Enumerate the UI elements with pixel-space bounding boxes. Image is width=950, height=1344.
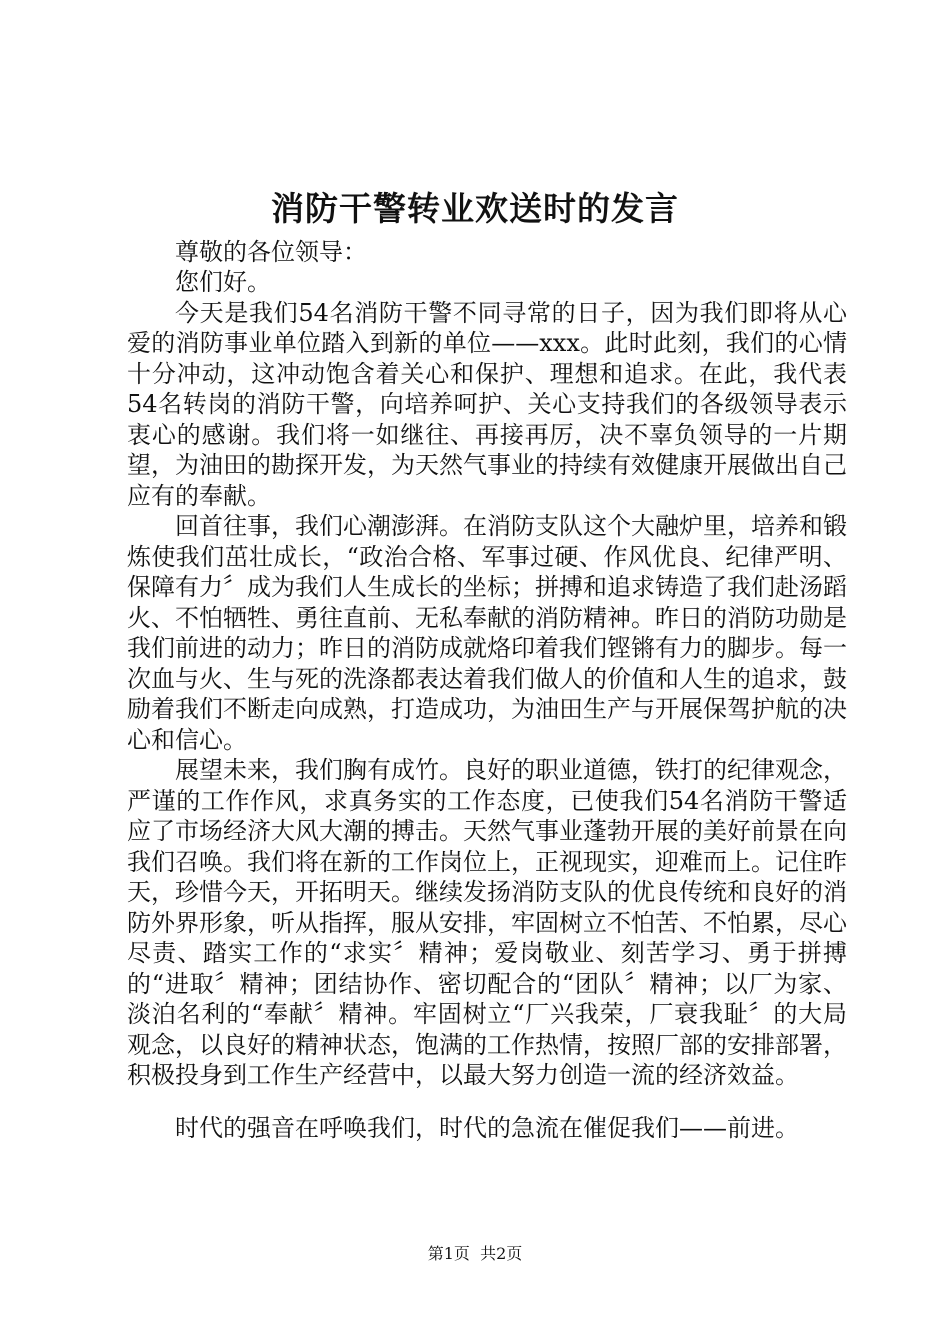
closing-line: 时代的强音在呼唤我们，时代的急流在催促我们——前进。	[175, 1113, 799, 1142]
page-footer	[0, 1244, 950, 1264]
document-title: 消防干警转业欢送时的发言	[271, 189, 679, 228]
page-indicator: 第1页 共2页	[427, 1244, 523, 1263]
greeting: 您们好。	[175, 268, 271, 296]
paragraph-3: 展望未来，我们胸有成竹。良好的职业道德，铁打的纪律观念，严谨的工作作风，求真务实的工作态度，已使我们54名消防干警适应了市场经济大风大潮的搏击。天然气事业蓬勃开展的美好前景在向我们召唤。我们将在新的工作岗位上，正视现实，迎难而上。记住昨天，珍惜今天，开拓明天。继续发扬消防支队的优良传统和良好的消防外界形象，听从指挥，服从安排，牢固树立不怕苦、不怕累，尽心尽责、踏实工作的“求实〞精神；爱岗敬业、刻苦学习、勇于拼搏的“进取〞精神；团结协作、密切配合的“团队〞精神；以厂为家、淡泊名利的“奉献〞精神。牢固树立“厂兴我荣，厂衰我耻〞的大局观念，以良好的精神状态，饱满的工作热情，按照厂部的安排部署，积极投身到工作生产经营中，以最大努力创造一流的经济效益。	[127, 756, 847, 1089]
salutation: 尊敬的各位领导：	[175, 237, 367, 266]
paragraph-2: 回首往事，我们心潮澎湃。在消防支队这个大融炉里，培养和锻炼使我们茁壮成长，“政治合格、军事过硬、作风优良、纪律严明、保障有力〞成为我们人生成长的坐标；拼搏和追求铸造了我们赴汤蹈火、不怕牺牲、勇往直前、无私奉献的消防精神。昨日的消防功勋是我们前进的动力；昨日的消防成就烙印着我们铿锵有力的脚步。每一次血与火、生与死的洗涤都表达着我们做人的价值和人生的追求，鼓励着我们不断走向成熟，打造成功，为油田生产与开展保驾护航的决心和信心。	[127, 512, 847, 754]
paragraph-1: 今天是我们54名消防干警不同寻常的日子，因为我们即将从心爱的消防事业单位踏入到新的单位——xxx。此时此刻，我们的心情十分冲动，这冲动饱含着关心和保护、理想和追求。在此，我代表54名转岗的消防干警，向培养呵护、关心支持我们的各级领导表示衷心的感谢。我们将一如继往、再接再厉，决不辜负领导的一片期望，为油田的勘探开发，为天然气事业的持续有效健康开展做出自己应有的奉献。	[127, 298, 847, 510]
document-body	[127, 206, 847, 1143]
